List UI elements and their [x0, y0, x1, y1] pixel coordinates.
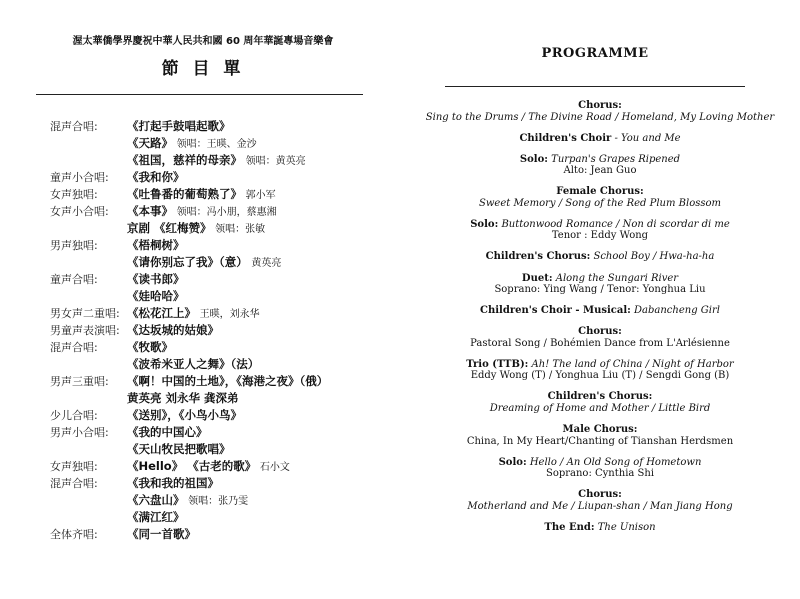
item-detail: Sweet Memory / Song of the Red Plum Blossom [479, 197, 721, 209]
item-detail: Soprano: Ying Wang / Tenor: Yonghua Liu [494, 284, 706, 296]
song-name: 《吐鲁番的葡萄熟了》 [127, 187, 242, 201]
programme-row [50, 288, 395, 305]
programme-item [400, 457, 800, 480]
programme-item [400, 391, 800, 414]
item-heading [400, 424, 800, 436]
performance-category: 男女声二重唱: [50, 307, 120, 320]
programme-item [400, 154, 800, 177]
programme-item [400, 326, 800, 349]
performer-credit: 王暎，刘永华 [199, 309, 260, 320]
programme-row [50, 526, 395, 543]
performer-credit: 领唱：冯小朋，蔡惠湘 [176, 207, 277, 218]
song-name: 《娃哈哈》 [127, 289, 185, 303]
programme-item [400, 305, 800, 317]
programme-list-zh [50, 118, 395, 543]
programme-title-en: PROGRAMME [541, 46, 649, 61]
song-name: 《我和我的祖国》 [127, 476, 219, 490]
item-type: Solo: [470, 218, 499, 230]
item-inline-title: Along the Sungari River [552, 272, 679, 284]
item-type: Chorus: [578, 326, 622, 338]
song-name: 《牧歌》 [127, 340, 173, 354]
item-detail: Pastoral Song / Bohémien Dance from L'Arlésienne [470, 337, 730, 349]
song-name: 《啊！中国的土地》，《海港之夜》（俄） [127, 374, 329, 388]
item-type: Chorus: [578, 100, 622, 111]
item-heading [400, 186, 800, 198]
programme-row [50, 186, 395, 203]
item-detail: Sing to the Drums / The Divine Road / Homeland, My Loving Mother [425, 111, 775, 123]
programme-row [50, 339, 395, 356]
song-title [127, 135, 257, 153]
item-type: The End: [544, 521, 595, 533]
item-heading [400, 154, 800, 166]
performance-category: 女声独唱: [50, 460, 98, 473]
programme-row [50, 322, 395, 339]
item-detail: Tenor : Eddy Wong [551, 230, 649, 242]
item-inline-title: - You and Me [611, 132, 681, 144]
item-detail: China, In My Heart/Chanting of Tianshan Herdsmen [466, 435, 734, 447]
item-heading [400, 489, 800, 501]
song-title [127, 339, 173, 357]
divider [36, 94, 363, 95]
song-name: 《本事》 [127, 204, 173, 218]
programme-item [400, 186, 800, 209]
item-heading [400, 391, 800, 403]
programme-row [50, 305, 395, 322]
song-name: 《满江红》 [127, 510, 185, 524]
song-title [127, 356, 259, 374]
performer-credit: 黄英亮 [251, 258, 282, 269]
song-title [127, 118, 231, 136]
item-detail: Soprano: Cynthia Shi [545, 468, 655, 480]
song-name: 京剧 《红梅赞》 [127, 221, 212, 235]
programme-row [50, 458, 395, 475]
item-inline-title: Hello / An Old Song of Hometown [526, 456, 702, 468]
item-heading [400, 219, 800, 231]
item-type: Male Chorus: [562, 424, 638, 436]
song-title [127, 407, 242, 425]
song-title [127, 237, 185, 255]
english-programme-page [400, 0, 800, 599]
item-type: Chorus: [578, 489, 622, 501]
song-name: 《读书郎》 [127, 272, 185, 286]
programme-row [50, 118, 395, 135]
item-inline-title: Buttonwood Romance / Non di scordar di me [498, 218, 730, 230]
programme-list-en [400, 100, 800, 543]
song-title [127, 322, 219, 340]
item-detail: Dreaming of Home and Mother / Little Bird [489, 402, 711, 414]
performance-category: 全体齐唱: [50, 528, 98, 541]
item-inline-title: Dabancheng Girl [630, 305, 720, 317]
item-detail: Motherland and Me / Liupan-shan / Man Jiang Hong [467, 500, 733, 512]
item-type: Children's Choir [519, 132, 612, 144]
song-name: 黄英亮 刘永华 龚深弟 [127, 391, 239, 405]
programme-row [50, 407, 395, 424]
song-name: 《祖国，慈祥的母亲》 [127, 153, 242, 167]
item-type: Children's Chorus: [547, 391, 653, 403]
item-type: Solo: [519, 153, 548, 165]
song-name: 《我和你》 [127, 170, 185, 184]
song-title [127, 526, 196, 544]
programme-row [50, 509, 395, 526]
programme-row [50, 220, 395, 237]
item-type: Trio (TTB): [466, 358, 529, 370]
song-title [127, 475, 219, 493]
song-name: 《六盘山》 [127, 493, 185, 507]
song-title [127, 305, 260, 323]
programme-item [400, 359, 800, 382]
performance-category: 少儿合唱: [50, 409, 98, 422]
performance-category: 混声合唱: [50, 120, 98, 133]
item-type: Children's Chorus: [485, 251, 591, 263]
item-inline-title: The Unison [594, 521, 656, 533]
song-name: 《天山牧民把歌唱》 [127, 442, 231, 456]
programme-row [50, 271, 395, 288]
programme-item [400, 133, 800, 145]
programme-row [50, 390, 395, 407]
programme-row [50, 135, 395, 152]
song-name: 《我的中国心》 [127, 425, 208, 439]
song-name: 《达坂城的姑娘》 [127, 323, 219, 337]
programme-row [50, 169, 395, 186]
performance-category: 女声独唱: [50, 188, 98, 201]
song-title [127, 373, 328, 391]
programme-row [50, 441, 395, 458]
song-name: 《同一首歌》 [127, 527, 196, 541]
song-title [127, 441, 231, 459]
song-title [127, 458, 290, 476]
performance-category: 女声小合唱: [50, 205, 109, 218]
item-heading [400, 522, 800, 534]
performer-credit: 领唱：黄英亮 [245, 156, 306, 167]
programme-row [50, 356, 395, 373]
performer-credit: 领唱：张敏 [215, 224, 266, 235]
performer-credit: 领唱：张乃雯 [188, 496, 249, 507]
programme-row [50, 152, 395, 169]
programme-item [400, 273, 800, 296]
divider [445, 86, 745, 87]
performance-category: 男声三重唱: [50, 375, 109, 388]
item-heading [400, 359, 800, 371]
programme-row [50, 492, 395, 509]
programme-item [400, 219, 800, 242]
song-name: 《送别》，《小鸟小鸟》 [127, 408, 242, 422]
programme-row [50, 373, 395, 390]
song-title [127, 152, 306, 170]
song-title [127, 203, 277, 221]
programme-title-zh: 節 目 單 [161, 59, 245, 79]
song-name: 《松花江上》 [127, 306, 196, 320]
song-title [127, 271, 185, 289]
item-type: Solo: [498, 456, 527, 468]
song-name: 《打起手鼓唱起歌》 [127, 119, 231, 133]
item-type: Female Chorus: [556, 186, 644, 198]
item-type: Children's Choir - Musical: [480, 305, 631, 317]
item-detail: Alto: Jean Guo [563, 165, 637, 177]
song-title [127, 169, 185, 187]
item-heading [400, 326, 800, 338]
programme-item [400, 251, 800, 263]
performance-category: 童声小合唱: [50, 171, 109, 184]
song-name: 《请你别忘了我》（意） [127, 255, 248, 269]
performer-credit: 领唱：王暎、金沙 [176, 139, 257, 150]
programme-row [50, 475, 395, 492]
item-inline-title: Ah! The land of China / Night of Harbor [528, 358, 734, 370]
song-title [127, 254, 281, 272]
song-name: 《Hello》 《古老的歌》 [127, 459, 257, 473]
song-title [127, 288, 185, 306]
concert-header: 渥太華僑學界慶祝中華人民共和國 60 周年華誕專場音樂會 [72, 36, 334, 47]
programme-row [50, 203, 395, 220]
song-name: 《梧桐树》 [127, 238, 185, 252]
item-heading [400, 100, 800, 112]
performance-category: 混声合唱: [50, 477, 98, 490]
performance-category: 童声合唱: [50, 273, 98, 286]
programme-row [50, 424, 395, 441]
song-title [127, 220, 265, 238]
programme-item [400, 424, 800, 447]
item-inline-title: School Boy / Hwa-ha-ha [590, 251, 715, 263]
performance-category: 男童声表演唱: [50, 324, 120, 337]
item-type: Duet: [521, 272, 553, 284]
performance-category: 混声合唱: [50, 341, 98, 354]
item-inline-title: Turpan's Grapes Ripened [547, 153, 681, 165]
song-title [127, 492, 248, 510]
programme-row [50, 237, 395, 254]
performance-category: 男声小合唱: [50, 426, 109, 439]
performer-credit: 石小文 [259, 462, 290, 473]
item-heading [400, 457, 800, 469]
programme-item [400, 100, 800, 123]
song-title [127, 390, 239, 408]
performance-category: 男声独唱: [50, 239, 98, 252]
song-name: 《天路》 [127, 136, 173, 150]
song-title [127, 186, 276, 204]
programme-row [50, 254, 395, 271]
item-heading [400, 305, 800, 317]
item-heading [400, 251, 800, 263]
song-title [127, 424, 208, 442]
song-name: 《波希米亚人之舞》（法） [127, 357, 260, 371]
item-detail: Eddy Wong (T) / Yonghua Liu (T) / Sengdi Gong (B) [470, 370, 730, 382]
item-heading [400, 133, 800, 145]
item-heading [400, 273, 800, 285]
performer-credit: 郭小军 [245, 190, 276, 201]
programme-item [400, 522, 800, 534]
song-title [127, 509, 185, 527]
programme-item [400, 489, 800, 512]
